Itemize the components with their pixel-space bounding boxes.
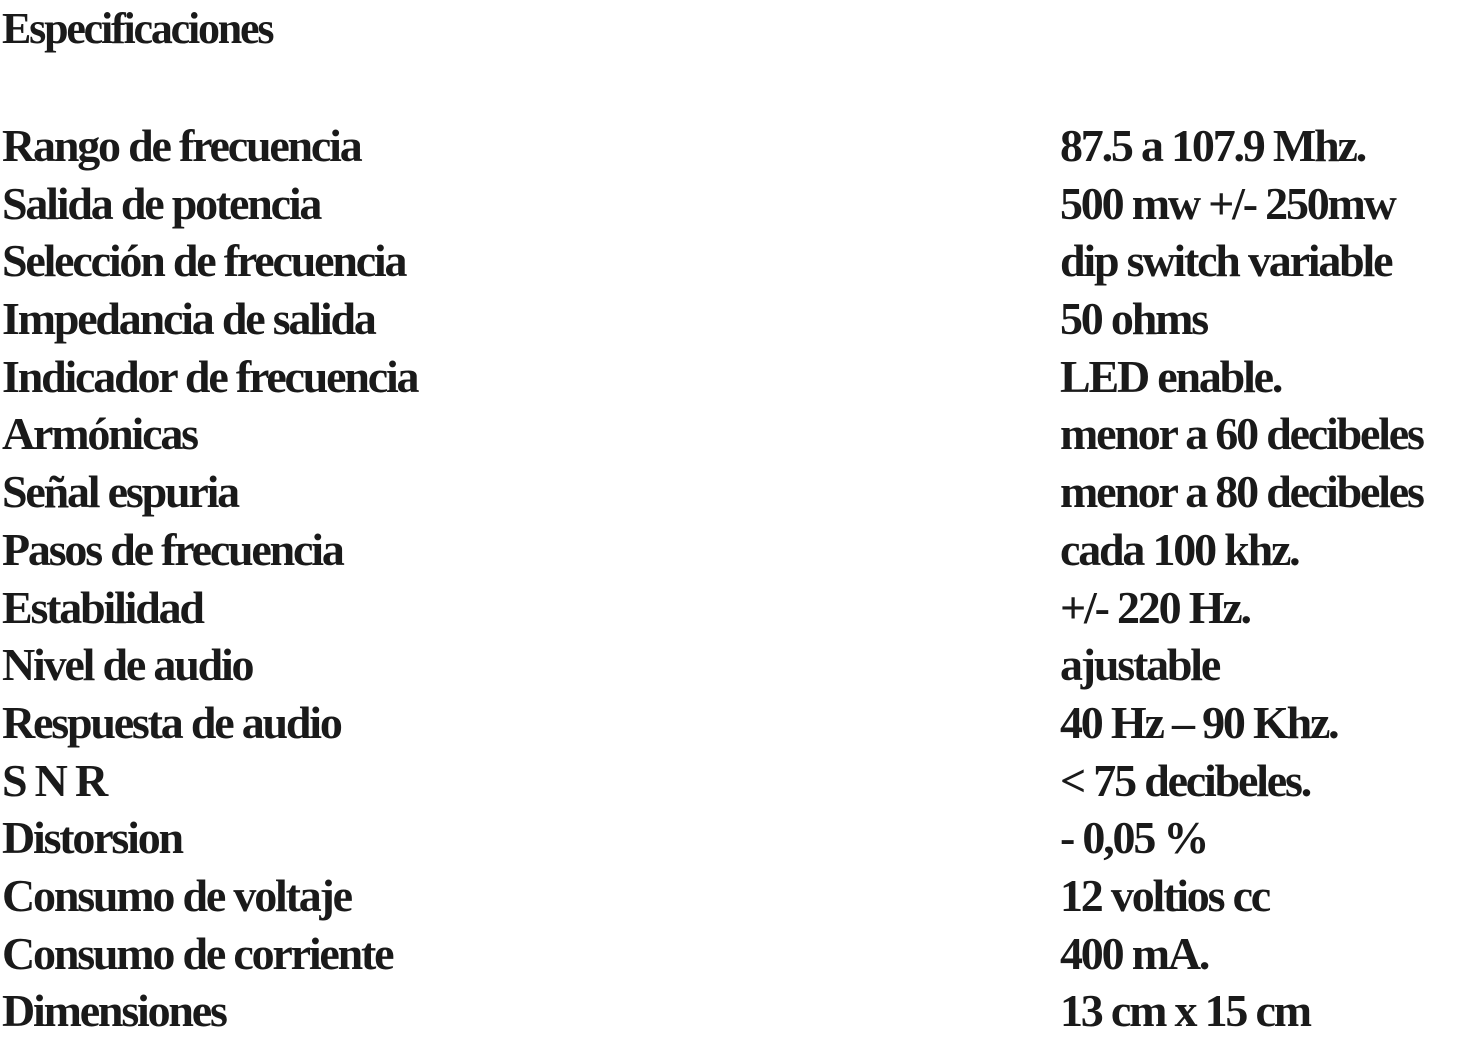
spec-row [0, 120, 1473, 178]
spec-value: menor a 80 decibeles [1060, 466, 1423, 518]
spec-row [0, 697, 1473, 755]
spec-label: Señal espuria [2, 466, 238, 518]
spec-label: Consumo de corriente [2, 927, 393, 979]
spec-label: Selección de frecuencia [2, 235, 406, 287]
spec-value: menor a 60 decibeles [1060, 408, 1423, 460]
spec-label: Impedancia de salida [2, 293, 375, 345]
spec-value: ajustable [1060, 639, 1220, 691]
spec-row [0, 235, 1473, 293]
spec-value: - 0,05 % [1060, 812, 1208, 864]
spec-value: 50 ohms [1060, 293, 1207, 345]
spec-label: Salida de potencia [2, 177, 321, 229]
spec-row [0, 582, 1473, 640]
spec-row [0, 466, 1473, 524]
spec-label: Rango de frecuencia [2, 120, 361, 171]
spec-label: Pasos de frecuencia [2, 523, 343, 575]
spec-label: Distorsion [2, 812, 182, 864]
spec-label: Armónicas [2, 408, 197, 460]
spec-value: LED enable. [1060, 350, 1282, 402]
spec-row [0, 351, 1473, 409]
spec-row [0, 755, 1473, 813]
spec-value: +/- 220 Hz. [1060, 581, 1250, 633]
spec-value: 13 cm x 15 cm [1060, 985, 1310, 1037]
spec-row [0, 928, 1473, 986]
spec-value: 12 voltios cc [1060, 869, 1270, 921]
document-title: Especificaciones [2, 4, 273, 53]
spec-value: 40 Hz – 90 Khz. [1060, 696, 1338, 748]
spec-label: Indicador de frecuencia [2, 350, 418, 402]
spec-label: S N R [2, 754, 107, 806]
spec-row [0, 812, 1473, 870]
spec-label: Respuesta de audio [2, 696, 341, 748]
spec-label: Consumo de voltaje [2, 869, 351, 921]
spec-row [0, 985, 1473, 1043]
spec-value: cada 100 khz. [1060, 523, 1299, 575]
spec-label: Estabilidad [2, 581, 203, 633]
spec-value: dip switch variable [1060, 235, 1392, 287]
spec-label: Nivel de audio [2, 639, 253, 691]
spec-value: 500 mw +/- 250mw [1060, 177, 1395, 229]
spec-row [0, 524, 1473, 582]
spec-row [0, 870, 1473, 928]
spec-row [0, 178, 1473, 236]
spec-value: < 75 decibeles. [1060, 754, 1311, 806]
spec-row [0, 293, 1473, 351]
spec-value: 87.5 a 107.9 Mhz. [1060, 120, 1366, 171]
spec-row [0, 408, 1473, 466]
spec-label: Dimensiones [2, 985, 226, 1037]
spec-value: 400 mA. [1060, 927, 1209, 979]
spec-row [0, 639, 1473, 697]
spec-list [0, 120, 1473, 1043]
